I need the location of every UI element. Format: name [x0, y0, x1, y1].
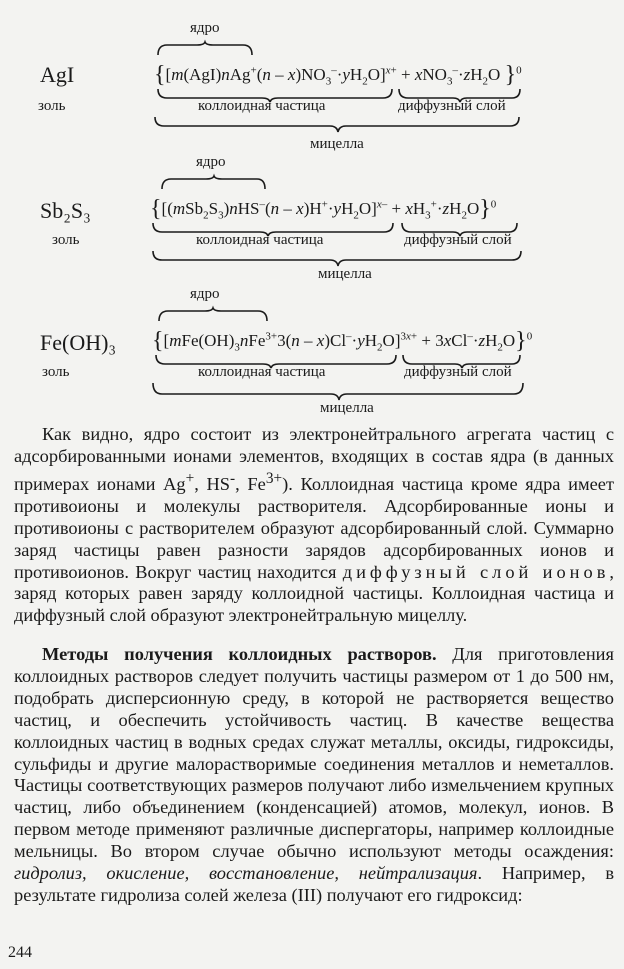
core-label: ядро: [190, 286, 220, 302]
core-label: ядро: [196, 154, 226, 170]
micelle-brace: [152, 382, 526, 400]
micelle-formula: $\{[mFe(OH)_3nFe^{3+}3(n - x)Cl^-\cdot yH_2O]^{3x+} + 3xCl^-\cdot zH_2O\}^0$: [152, 328, 533, 354]
compound-name: AgI: [40, 62, 75, 87]
micelle-formula: {$[m(AgI)nAg^+(n - x)NO_3^-\cdot yH_2O]^{x+} + xNO_3^-\cdot zH_2O$ }$^0$: [154, 62, 522, 88]
diffuse-layer-label: диффузный слой: [404, 364, 512, 380]
sol-label: золь: [38, 98, 66, 114]
core-label: ядро: [190, 20, 220, 36]
compound-name: Sb₂S₃: [40, 198, 91, 223]
core-brace: [157, 42, 257, 56]
diffuse-layer-label: диффузный слой: [404, 232, 512, 248]
colloid-particle-label: коллоидная частица: [198, 98, 326, 114]
micelle-label: мицелла: [318, 266, 372, 282]
micelle-formula: $\{[(mSb_2S_3)nHS^-(n - x)H^+\cdot yH_2O]^{x-} + xH_3^+\cdot zH_2O\}^0$: [150, 196, 497, 222]
colloid-particle-label: коллоидная частица: [198, 364, 326, 380]
colloid-particle-label: коллоидная частица: [196, 232, 324, 248]
micelle-brace: [152, 250, 524, 266]
sol-label: золь: [42, 364, 70, 380]
micelle-label: мицелла: [320, 400, 374, 416]
micelle-brace: [154, 116, 522, 132]
compound-name: Fe(OH)₃: [40, 330, 117, 355]
diffuse-layer-label: диффузный слой: [398, 98, 506, 114]
page-number: 244: [8, 944, 32, 961]
sol-label: золь: [52, 232, 80, 248]
micelle-label: мицелла: [310, 136, 364, 152]
core-brace: [161, 176, 271, 190]
core-brace: [158, 308, 273, 322]
paragraph-preparation-methods: Методы получения коллоидных растворов. Для приготовления коллоидных растворов следует получить частицы размером от 1 до 500 нм, подобрать дисперсионную среду, в которой не растворяется вещество частиц, и обеспечить устойчивость частиц. В качестве вещества коллоидных частиц в водных средах служат металлы, оксиды, гидроксиды, сульфиды и другие малорастворимые соединения металлов и неметаллов. Частицы соответствующих размеров получают либо измельчением крупных частиц, либо объединением (конденсацией) атомов, молекул, ионов. В первом методе применяют различные диспергаторы, например коллоидные мельницы. Во втором случае обычно используют методы осаждения: гидролиз, окисление, восстановление, нейтрализация. Например, в результате гидролиза солей железа (III) получают его гидроксид:: [14, 644, 615, 905]
paragraph-structure-explanation: Как видно, ядро состоит из электронейтрального агрегата частиц с адсорбированными ионами элементов, входящих в состав ядра (в данных примерах ионами Ag+, HS-, $Fe^{3+}$). Коллоидная частица кроме ядра имеет противоионы и молекулы растворителя. Адсорбированные ионы и противоионы с растворителем образуют адсорбированный слой. Суммарно заряд частицы равен разности зарядов адсорбированных ионов и противоионов. Вокруг частиц находится диффузный слой ионов, заряд которых равен заряду коллоидной частицы. Коллоидная частица и диффузный слой образуют электронейтральную мицеллу.: [14, 424, 615, 626]
